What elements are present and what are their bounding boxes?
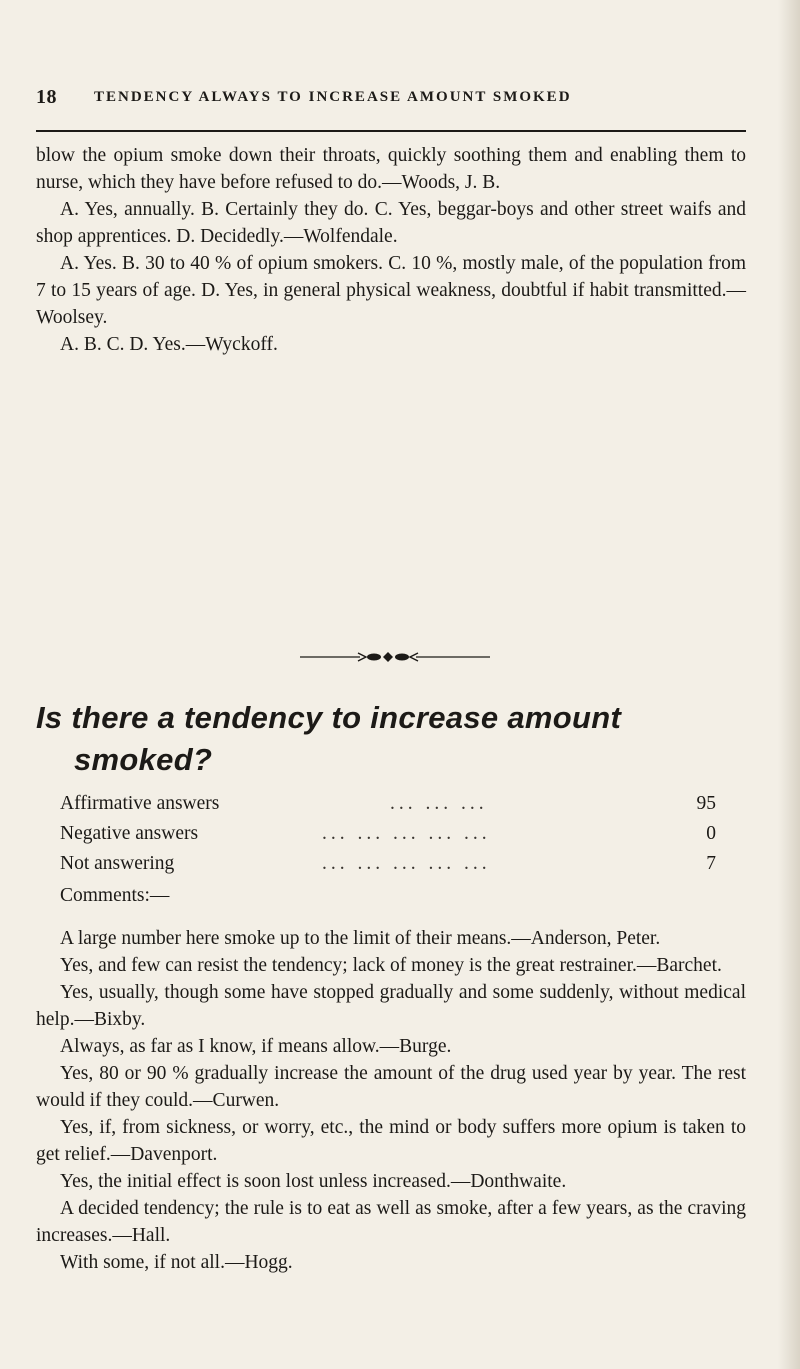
heading-line: smoked? <box>74 742 213 777</box>
comment: A large number here smoke up to the limit of their means.—Anderson, Peter. <box>60 928 661 949</box>
tally-label: Not answering <box>60 853 175 874</box>
heading-line: Is there a tendency to increase amount <box>36 700 622 735</box>
comment: Yes, if, from sickness, or worry, etc., the mind or body suffers more opium is taken to get relief.—Davenport. <box>36 1117 746 1165</box>
leader-dots: ... ... ... ... ... <box>322 823 491 844</box>
answer-tally <box>60 789 720 879</box>
comment: With some, if not all.—Hogg. <box>60 1252 293 1273</box>
paragraph: A. Yes, annually. B. Certainly they do. C. Yes, beggar-boys and other street waifs and shop apprentices. D. Decidedly.—Wolfendale. <box>36 199 746 247</box>
tally-row <box>60 849 720 879</box>
upper-text <box>36 142 746 358</box>
tally-label: Negative answers <box>60 823 199 844</box>
page-header <box>36 86 746 116</box>
paragraph: A. Yes. B. 30 to 40 % of opium smokers. C. 10 %, mostly male, of the population from 7 to 15 years of age. D. Yes, in general physical weakness, doubtful if habit transmitted.—Woolsey. <box>36 253 746 328</box>
comment: Yes, and few can resist the tendency; lack of money is the great restrainer.—Barchet. <box>60 955 722 976</box>
section-ornament <box>300 650 490 664</box>
comments-label: Comments:— <box>60 885 170 906</box>
paragraph: blow the opium smoke down their throats, quickly soothing them and enabling them to nurse, which they have before refused to do.—Woods, J. B. <box>36 145 746 193</box>
tally-row <box>60 819 720 849</box>
page-number: 18 <box>36 86 57 108</box>
header-rule <box>36 130 746 132</box>
comment: A decided tendency; the rule is to eat as well as smoke, after a few years, as the craving increases.—Hall. <box>36 1198 746 1246</box>
paragraph: A. B. C. D. Yes.—Wyckoff. <box>60 334 278 355</box>
tally-value: 7 <box>706 853 716 874</box>
comment: Yes, usually, though some have stopped gradually and some suddenly, without medical help.—Bixby. <box>36 982 746 1030</box>
leader-dots: ... ... ... <box>390 793 488 814</box>
tally-label: Affirmative answers <box>60 793 220 814</box>
comments-list <box>36 925 746 1276</box>
running-head: TENDENCY ALWAYS TO INCREASE AMOUNT SMOKED <box>94 89 572 105</box>
section-heading <box>36 697 756 781</box>
tally-value: 0 <box>706 823 716 844</box>
comment: Yes, the initial effect is soon lost unless increased.—Donthwaite. <box>60 1171 567 1192</box>
tally-row <box>60 789 720 819</box>
page-edge-shadow <box>778 0 800 1369</box>
comment: Yes, 80 or 90 % gradually increase the amount of the drug used year by year. The rest would if they could.—Curwen. <box>36 1063 746 1111</box>
leader-dots: ... ... ... ... ... <box>322 853 491 874</box>
tally-value: 95 <box>696 793 716 814</box>
comment: Always, as far as I know, if means allow.—Burge. <box>60 1036 452 1057</box>
